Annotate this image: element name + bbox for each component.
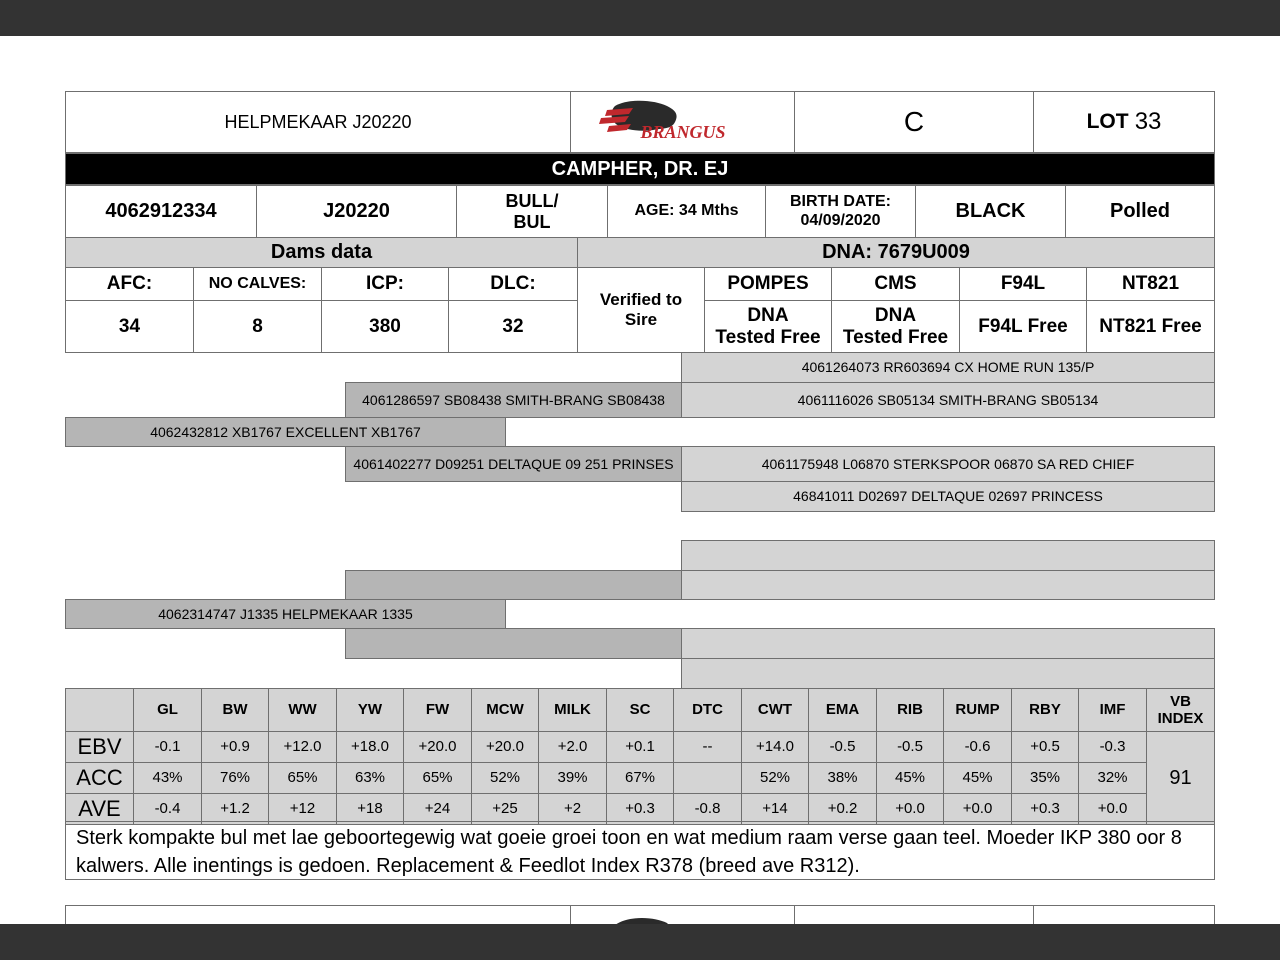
ebv-header-rby: RBY — [1011, 688, 1079, 732]
ebv-cell-acc-dtc — [673, 762, 742, 794]
pedigree-sire-dam: 4061402277 D09251 DELTAQUE 09 251 PRINSES — [345, 446, 682, 482]
class-letter: C — [794, 91, 1034, 153]
color: BLACK — [915, 185, 1066, 238]
reg-number: 4062912334 — [65, 185, 257, 238]
ebv-header-fw: FW — [403, 688, 472, 732]
ebv-header-mcw: MCW — [471, 688, 539, 732]
ebv-cell-ave-imf: +0.0 — [1078, 793, 1147, 825]
age: AGE: 34 Mths — [607, 185, 766, 238]
ebv-cell-ebv-ema: -0.5 — [808, 731, 877, 763]
afc-header: AFC: — [65, 267, 194, 301]
ebv-header-yw: YW — [336, 688, 404, 732]
ebv-cell-ave-yw: +18 — [336, 793, 404, 825]
cms-value: DNA Tested Free — [831, 300, 960, 353]
ebv-cell-acc-fw: 65% — [403, 762, 472, 794]
animal-id: J20220 — [256, 185, 457, 238]
ebv-cell-ebv-sc: +0.1 — [606, 731, 674, 763]
ebv-cell-ave-mcw: +25 — [471, 793, 539, 825]
pedigree-sire-sire: 4061286597 SB08438 SMITH-BRANG SB08438 — [345, 382, 682, 418]
pedigree-sire-dam-sire: 4061175948 L06870 STERKSPOOR 06870 SA RED CHIEF — [681, 446, 1215, 482]
pompes-header: POMPES — [704, 267, 832, 301]
no-calves-header: NO CALVES: — [193, 267, 322, 301]
ebv-cell-ebv-mcw: +20.0 — [471, 731, 539, 763]
horn-status: Polled — [1065, 185, 1215, 238]
pedigree-sire: 4062432812 XB1767 EXCELLENT XB1767 — [65, 417, 506, 447]
ebv-cell-acc-milk: 39% — [538, 762, 607, 794]
dlc-header: DLC: — [448, 267, 578, 301]
ebv-cell-ebv-imf: -0.3 — [1078, 731, 1147, 763]
dams-data-title: Dams data — [65, 237, 578, 268]
ebv-header-ww: WW — [268, 688, 337, 732]
ebv-cell-ebv-ww: +12.0 — [268, 731, 337, 763]
ebv-cell-acc-cwt: 52% — [741, 762, 809, 794]
ebv-cell-ave-sc: +0.3 — [606, 793, 674, 825]
ebv-cell-ebv-rby: +0.5 — [1011, 731, 1079, 763]
pedigree-sire-dam-dam: 46841011 D02697 DELTAQUE 02697 PRINCESS — [681, 481, 1215, 512]
herd-name: HELPMEKAAR J20220 — [65, 91, 571, 153]
ebv-cell-ave-bw: +1.2 — [201, 793, 269, 825]
sex: BULL/ BUL — [456, 185, 608, 238]
ebv-cell-acc-sc: 67% — [606, 762, 674, 794]
ebv-corner — [65, 688, 134, 732]
ebv-cell-ave-rby: +0.3 — [1011, 793, 1079, 825]
viewer-bottom-bar — [0, 924, 1280, 960]
ebv-cell-ave-cwt: +14 — [741, 793, 809, 825]
ebv-cell-acc-ww: 65% — [268, 762, 337, 794]
ebv-cell-ave-fw: +24 — [403, 793, 472, 825]
brangus-logo — [570, 91, 795, 153]
ebv-cell-ave-rib: +0.0 — [876, 793, 944, 825]
ebv-cell-ave-ww: +12 — [268, 793, 337, 825]
ebv-header-ema: EMA — [808, 688, 877, 732]
ebv-cell-acc-mcw: 52% — [471, 762, 539, 794]
icp-value: 380 — [321, 300, 449, 353]
ebv-cell-ave-milk: +2 — [538, 793, 607, 825]
verified-to-sire: Verified to Sire — [577, 267, 705, 353]
comment-text: Sterk kompakte bul met lae geboortegewig wat goeie groei toon en wat medium raam verse gaan teel. Moeder IKP 380 oor 8 kalwers. Alle inentings is gedoen. Replacement & Feedlot Index R378 (breed ave R312). — [65, 821, 1215, 880]
pedigree-dam-dam-dam — [681, 658, 1215, 689]
ebv-cell-acc-rump: 45% — [943, 762, 1012, 794]
ebv-cell-acc-imf: 32% — [1078, 762, 1147, 794]
ebv-cell-acc-rib: 45% — [876, 762, 944, 794]
nt821-value: NT821 Free — [1086, 300, 1215, 353]
ebv-header-cwt: CWT — [741, 688, 809, 732]
ebv-cell-ebv-yw: +18.0 — [336, 731, 404, 763]
dlc-value: 32 — [448, 300, 578, 353]
ebv-cell-ebv-rib: -0.5 — [876, 731, 944, 763]
dna-title: DNA: 7679U009 — [577, 237, 1215, 268]
birth-date: BIRTH DATE: 04/09/2020 — [765, 185, 916, 238]
nt821-header: NT821 — [1086, 267, 1215, 301]
lot-label: LOT — [1086, 109, 1129, 133]
ebv-cell-acc-gl: 43% — [133, 762, 202, 794]
pedigree-dam-sire — [345, 570, 682, 600]
f94l-header: F94L — [959, 267, 1087, 301]
owner-name: CAMPHER, DR. EJ — [65, 153, 1215, 185]
pompes-value: DNA Tested Free — [704, 300, 832, 353]
lot-number: 33 — [1134, 108, 1162, 136]
ebv-header-imf: IMF — [1078, 688, 1147, 732]
pedigree-dam-dam — [345, 628, 682, 659]
ebv-cell-ebv-gl: -0.1 — [133, 731, 202, 763]
ebv-header-bw: BW — [201, 688, 269, 732]
ebv-cell-acc-yw: 63% — [336, 762, 404, 794]
ebv-cell-ebv-bw: +0.9 — [201, 731, 269, 763]
ebv-header-sc: SC — [606, 688, 674, 732]
ebv-cell-acc-bw: 76% — [201, 762, 269, 794]
pedigree-dam-dam-sire — [681, 628, 1215, 659]
pedigree-dam-sire-dam — [681, 570, 1215, 600]
ebv-cell-ebv-milk: +2.0 — [538, 731, 607, 763]
row-label-acc: ACC — [65, 762, 134, 794]
pedigree-dam-sire-sire — [681, 540, 1215, 571]
ebv-cell-ave-ema: +0.2 — [808, 793, 877, 825]
ebv-header-rump: RUMP — [943, 688, 1012, 732]
ebv-cell-acc-ema: 38% — [808, 762, 877, 794]
ebv-cell-acc-rby: 35% — [1011, 762, 1079, 794]
ebv-cell-ebv-rump: -0.6 — [943, 731, 1012, 763]
ebv-header-dtc: DTC — [673, 688, 742, 732]
vb-index-value: 91 — [1146, 731, 1215, 825]
pedigree-sire-sire-dam: 4061116026 SB05134 SMITH-BRANG SB05134 — [681, 382, 1215, 418]
ebv-cell-ave-dtc: -0.8 — [673, 793, 742, 825]
ebv-cell-ebv-dtc: -- — [673, 731, 742, 763]
f94l-value: F94L Free — [959, 300, 1087, 353]
ebv-cell-ebv-cwt: +14.0 — [741, 731, 809, 763]
pedigree-dam: 4062314747 J1335 HELPMEKAAR 1335 — [65, 599, 506, 629]
ebv-header-milk: MILK — [538, 688, 607, 732]
cms-header: CMS — [831, 267, 960, 301]
row-label-ave: AVE — [65, 793, 134, 825]
viewer-top-bar — [0, 0, 1280, 36]
lot-box — [1033, 91, 1215, 153]
no-calves-value: 8 — [193, 300, 322, 353]
row-label-ebv: EBV — [65, 731, 134, 763]
ebv-cell-ebv-fw: +20.0 — [403, 731, 472, 763]
vb-index-header: VB INDEX — [1146, 688, 1215, 732]
svg-text:BRANGUS: BRANGUS — [640, 122, 726, 142]
ebv-header-gl: GL — [133, 688, 202, 732]
pedigree-sire-sire-sire: 4061264073 RR603694 CX HOME RUN 135/P — [681, 352, 1215, 383]
ebv-cell-ave-gl: -0.4 — [133, 793, 202, 825]
icp-header: ICP: — [321, 267, 449, 301]
ebv-cell-ave-rump: +0.0 — [943, 793, 1012, 825]
bull-logo-icon — [571, 92, 794, 152]
ebv-header-rib: RIB — [876, 688, 944, 732]
afc-value: 34 — [65, 300, 194, 353]
